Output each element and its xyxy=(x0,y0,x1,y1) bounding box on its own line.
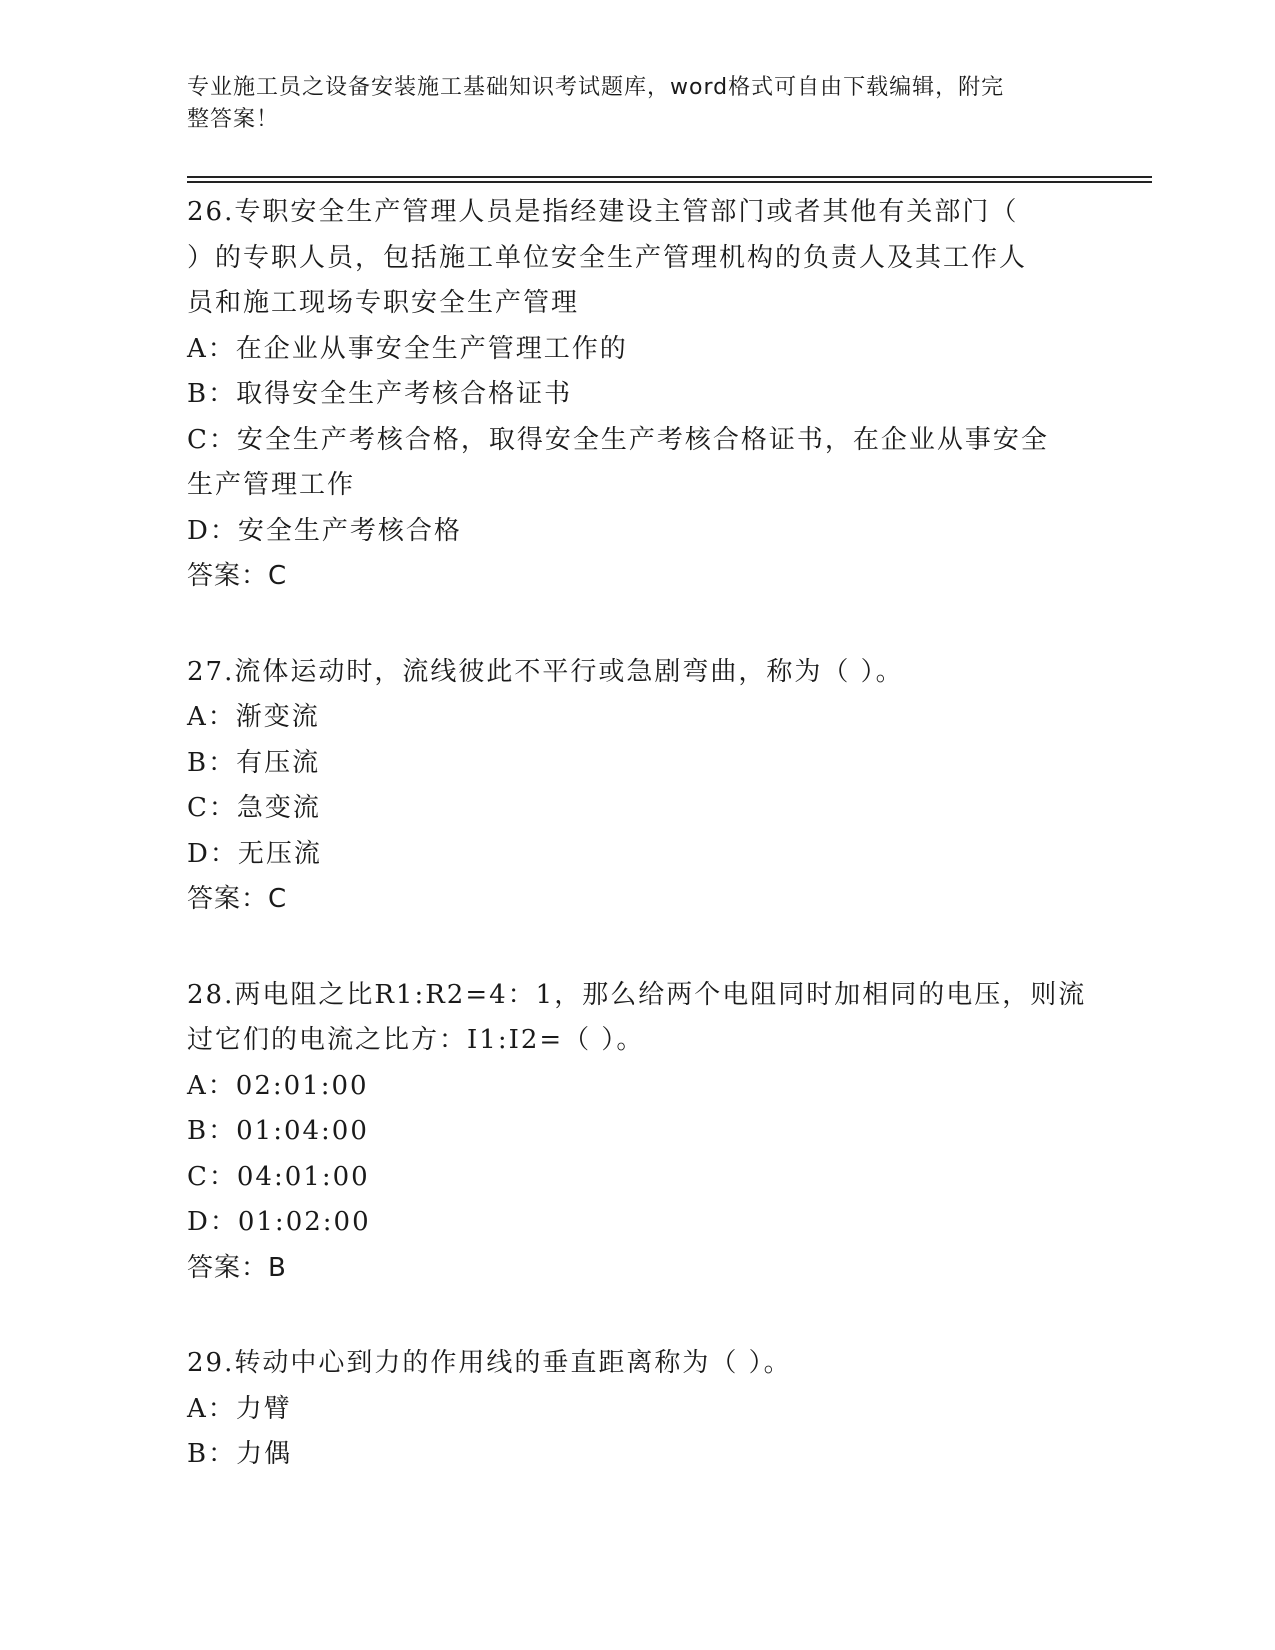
question-27-option-b: B：有压流 xyxy=(187,747,321,778)
question-26-text-line-3: 员和施工现场专职安全生产管理 xyxy=(187,288,580,318)
question-27-answer: 答案：C xyxy=(187,884,288,914)
question-28-answer: 答案：B xyxy=(187,1252,287,1283)
question-27-option-a: A：渐变流 xyxy=(187,702,320,732)
question-27-option-c: C：急变流 xyxy=(187,793,321,823)
question-28-text-line-2: 过它们的电流之比方：I1:I2=（ ）。 xyxy=(187,1025,645,1055)
document-header xyxy=(187,72,1087,136)
question-28-option-b: B：01:04:00 xyxy=(187,1116,369,1146)
question-26-text-line-1: 26.专职安全生产管理人员是指经建设主管部门或者其他有关部门（ xyxy=(187,197,1019,227)
question-29-option-b: B：力偶 xyxy=(187,1439,293,1469)
question-28 xyxy=(187,973,1087,1292)
question-26-option-a: A：在企业从事安全生产管理工作的 xyxy=(187,333,628,364)
header-divider-bottom xyxy=(187,181,1152,183)
question-26-text-line-2: ）的专职人员，包括施工单位安全生产管理机构的负责人及其工作人 xyxy=(187,242,1028,273)
question-29-text-line-1: 29.转动中心到力的作用线的垂直距离称为（ ）。 xyxy=(187,1348,792,1378)
question-28-option-a: A：02:01:00 xyxy=(187,1070,369,1101)
question-27 xyxy=(187,650,1087,923)
question-28-option-c: C：04:01:00 xyxy=(187,1161,370,1192)
question-list xyxy=(187,190,1087,1528)
question-26-option-b: B：取得安全生产考核合格证书 xyxy=(187,379,573,409)
question-26-option-c-line-1: C：安全生产考核合格，取得安全生产考核合格证书，在企业从事安全 xyxy=(187,424,1049,455)
header-divider-top xyxy=(187,176,1152,178)
question-26-option-c-line-2: 生产管理工作 xyxy=(187,470,356,500)
question-29 xyxy=(187,1341,1087,1478)
question-26-option-d: D：安全生产考核合格 xyxy=(187,515,462,546)
question-26 xyxy=(187,190,1087,600)
header-line-2: 整答案！ xyxy=(187,107,280,132)
question-27-option-d: D：无压流 xyxy=(187,838,322,869)
question-26-answer: 答案：C xyxy=(187,561,288,591)
question-29-option-a: A：力臂 xyxy=(187,1393,292,1424)
header-line-1: 专业施工员之设备安装施工基础知识考试题库，word格式可自由下载编辑，附完 xyxy=(187,75,1005,100)
question-27-text-line-1: 27.流体运动时，流线彼此不平行或急剧弯曲，称为（ ）。 xyxy=(187,656,904,687)
question-28-text-line-1: 28.两电阻之比R1:R2=4：1，那么给两个电阻同时加相同的电压，则流 xyxy=(187,979,1087,1010)
question-28-option-d: D：01:02:00 xyxy=(187,1207,371,1237)
